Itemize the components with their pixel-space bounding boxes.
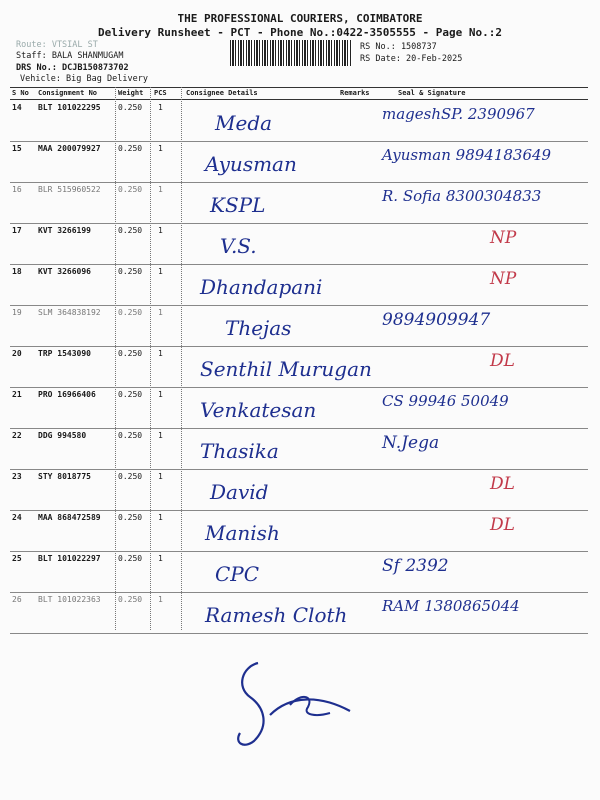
consignee-handwritten-name: Thasika bbox=[200, 439, 279, 463]
row-weight: 0.250 bbox=[118, 267, 143, 276]
drs-label: DRS No.: DCJB150873702 bbox=[16, 63, 129, 73]
row-pcs: 1 bbox=[158, 513, 163, 522]
row-divider bbox=[10, 264, 588, 265]
row-sno: 25 bbox=[12, 554, 22, 563]
row-weight: 0.250 bbox=[118, 103, 143, 112]
row-weight: 0.250 bbox=[118, 390, 143, 399]
row-weight: 0.250 bbox=[118, 472, 143, 481]
col-header-sno: S No bbox=[12, 89, 29, 97]
row-consignment-no: BLT 101022297 bbox=[38, 554, 101, 563]
consignee-handwritten-name: Ayusman bbox=[205, 152, 297, 176]
bottom-signature bbox=[230, 655, 360, 755]
row-sno: 21 bbox=[12, 390, 22, 399]
row-sno: 23 bbox=[12, 472, 22, 481]
consignee-handwritten-name: Venkatesan bbox=[200, 398, 317, 422]
row-pcs: 1 bbox=[158, 390, 163, 399]
row-sno: 20 bbox=[12, 349, 22, 358]
consignee-handwritten-name: KSPL bbox=[210, 193, 266, 217]
table-header-top-rule bbox=[10, 87, 588, 88]
row-sno: 15 bbox=[12, 144, 22, 153]
col-header-weight: Weight bbox=[118, 89, 144, 97]
row-pcs: 1 bbox=[158, 472, 163, 481]
row-sno: 22 bbox=[12, 431, 22, 440]
row-consignment-no: KVT 3266199 bbox=[38, 226, 91, 235]
table-header-bottom-rule bbox=[10, 99, 588, 100]
row-divider bbox=[10, 633, 588, 634]
barcode bbox=[230, 40, 352, 66]
col-header-remarks: Remarks bbox=[340, 89, 370, 97]
row-consignment-no: SLM 364838192 bbox=[38, 308, 101, 317]
consignee-handwritten-name: David bbox=[210, 480, 269, 504]
runsheet-subtitle: Delivery Runsheet - PCT - Phone No.:0422-3505555 - Page No.:2 bbox=[98, 26, 502, 39]
row-consignment-no: BLT 101022295 bbox=[38, 103, 101, 112]
row-consignment-no: TRP 1543090 bbox=[38, 349, 91, 358]
seal-signature: N.Jega bbox=[382, 433, 440, 453]
row-pcs: 1 bbox=[158, 431, 163, 440]
column-divider bbox=[181, 87, 182, 630]
consignee-handwritten-name: Ramesh Cloth bbox=[205, 603, 348, 627]
row-pcs: 1 bbox=[158, 267, 163, 276]
seal-signature: RAM 1380865044 bbox=[382, 597, 520, 615]
row-pcs: 1 bbox=[158, 308, 163, 317]
row-sno: 24 bbox=[12, 513, 22, 522]
row-weight: 0.250 bbox=[118, 554, 143, 563]
rs-number: RS No.: 1508737 bbox=[360, 42, 437, 52]
seal-signature: DL bbox=[490, 474, 515, 494]
rs-date: RS Date: 20-Feb-2025 bbox=[360, 54, 463, 64]
column-divider bbox=[115, 87, 116, 630]
col-header-consignment: Consignment No bbox=[38, 89, 98, 97]
seal-signature: R. Sofia 8300304833 bbox=[382, 187, 542, 205]
seal-signature: mageshSP. 2390967 bbox=[382, 105, 535, 123]
consignee-handwritten-name: Meda bbox=[215, 111, 273, 135]
runsheet-title: THE PROFESSIONAL COURIERS, COIMBATORE bbox=[177, 12, 423, 25]
row-sno: 18 bbox=[12, 267, 22, 276]
consignee-handwritten-name: CPC bbox=[215, 562, 260, 586]
row-divider bbox=[10, 346, 588, 347]
row-divider bbox=[10, 182, 588, 183]
row-weight: 0.250 bbox=[118, 185, 143, 194]
row-pcs: 1 bbox=[158, 144, 163, 153]
row-divider bbox=[10, 551, 588, 552]
row-sno: 17 bbox=[12, 226, 22, 235]
consignee-handwritten-name: Thejas bbox=[225, 316, 292, 340]
row-weight: 0.250 bbox=[118, 595, 143, 604]
consignee-handwritten-name: Dhandapani bbox=[200, 275, 323, 299]
row-weight: 0.250 bbox=[118, 513, 143, 522]
row-pcs: 1 bbox=[158, 226, 163, 235]
row-consignment-no: BLT 101022363 bbox=[38, 595, 101, 604]
row-consignment-no: STY 8018775 bbox=[38, 472, 91, 481]
vehicle-label: Vehicle: Big Bag Delivery bbox=[20, 74, 148, 84]
column-divider bbox=[150, 87, 151, 630]
row-consignment-no: MAA 200079927 bbox=[38, 144, 101, 153]
staff-label: Staff: BALA SHANMUGAM bbox=[16, 51, 124, 61]
row-sno: 14 bbox=[12, 103, 22, 112]
row-sno: 19 bbox=[12, 308, 22, 317]
row-pcs: 1 bbox=[158, 185, 163, 194]
col-header-seal: Seal & Signature bbox=[398, 89, 466, 97]
row-weight: 0.250 bbox=[118, 431, 143, 440]
row-pcs: 1 bbox=[158, 554, 163, 563]
row-pcs: 1 bbox=[158, 595, 163, 604]
row-sno: 16 bbox=[12, 185, 22, 194]
seal-signature: DL bbox=[490, 351, 515, 371]
col-header-pcs: PCS bbox=[154, 89, 167, 97]
row-divider bbox=[10, 428, 588, 429]
row-consignment-no: BLR 515960522 bbox=[38, 185, 101, 194]
row-divider bbox=[10, 469, 588, 470]
seal-signature: NP bbox=[490, 228, 517, 248]
seal-signature: Ayusman 9894183649 bbox=[382, 146, 552, 164]
row-divider bbox=[10, 305, 588, 306]
seal-signature: 9894909947 bbox=[382, 310, 491, 330]
row-consignment-no: KVT 3266096 bbox=[38, 267, 91, 276]
row-consignment-no: MAA 868472589 bbox=[38, 513, 101, 522]
seal-signature: NP bbox=[490, 269, 517, 289]
route-label: Route: VTSIAL ST bbox=[16, 40, 98, 50]
row-pcs: 1 bbox=[158, 103, 163, 112]
row-divider bbox=[10, 141, 588, 142]
seal-signature: Sf 2392 bbox=[382, 556, 449, 576]
row-divider bbox=[10, 592, 588, 593]
row-weight: 0.250 bbox=[118, 144, 143, 153]
row-divider bbox=[10, 387, 588, 388]
consignee-handwritten-name: Manish bbox=[205, 521, 280, 545]
row-weight: 0.250 bbox=[118, 308, 143, 317]
seal-signature: CS 99946 50049 bbox=[382, 392, 509, 410]
row-weight: 0.250 bbox=[118, 226, 143, 235]
seal-signature: DL bbox=[490, 515, 515, 535]
row-weight: 0.250 bbox=[118, 349, 143, 358]
row-consignment-no: PRO 16966406 bbox=[38, 390, 96, 399]
row-divider bbox=[10, 223, 588, 224]
col-header-consignee: Consignee Details bbox=[186, 89, 258, 97]
consignee-handwritten-name: V.S. bbox=[220, 234, 257, 258]
row-consignment-no: DDG 994580 bbox=[38, 431, 87, 440]
row-pcs: 1 bbox=[158, 349, 163, 358]
row-divider bbox=[10, 510, 588, 511]
row-sno: 26 bbox=[12, 595, 22, 604]
consignee-handwritten-name: Senthil Murugan bbox=[200, 357, 372, 381]
